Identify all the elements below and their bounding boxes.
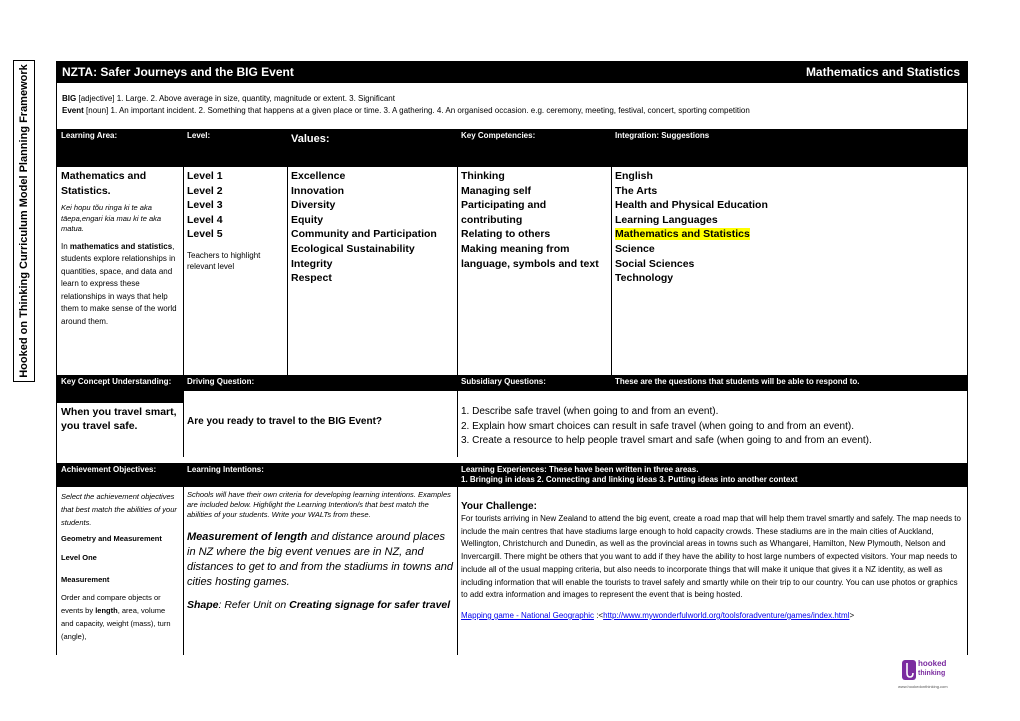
side-label-box <box>13 60 35 382</box>
header-learning-area: Learning Area: <box>61 131 118 140</box>
achievement-cell <box>57 488 183 645</box>
value-item: Equity <box>291 213 324 226</box>
hook-icon <box>902 660 916 680</box>
level-item[interactable]: Level 4 <box>187 213 223 226</box>
driving-question: Are you ready to travel to the BIG Event? <box>187 416 383 427</box>
intention-measurement <box>187 530 453 590</box>
value-item: Respect <box>291 272 332 285</box>
definition-big-text: [adjective] 1. Large. 2. Above average in size, quantity, magnitude or extent. 3. Significant <box>78 94 395 103</box>
key-concept-cell <box>57 403 183 435</box>
level-item[interactable]: Level 1 <box>187 170 223 182</box>
learning-area-title-1: Mathematics and <box>61 170 147 182</box>
logo-sub: thinking <box>918 670 946 677</box>
header-key-concept: Key Concept Understanding: <box>61 377 172 386</box>
level-item[interactable]: Level 5 <box>187 228 223 241</box>
intention-measurement-rest: and distance around places in NZ where the big event venues are in NZ, and distances to get to and from the stadiums in towns and cities hosting games. <box>187 531 453 588</box>
integration-item-highlighted: Mathematics and Statistics <box>615 228 750 241</box>
definition-event-term: Event <box>62 106 84 115</box>
header-driving-question: Driving Question: <box>187 377 255 386</box>
learning-area-cell <box>57 167 183 330</box>
achievement-objective <box>61 591 179 643</box>
value-item: Community and Participation <box>291 228 437 241</box>
values-cell <box>287 167 457 288</box>
achievement-strand: Geometry and Measurement <box>61 534 162 543</box>
integration-item: Social Sciences <box>615 257 695 270</box>
driving-question-cell <box>183 413 457 432</box>
definition-big <box>62 93 962 105</box>
integration-item: Learning Languages <box>615 213 718 226</box>
header-respond-note: These are the questions that students will be able to respond to. <box>615 377 860 386</box>
learning-area-title-2: Statistics. <box>61 184 111 197</box>
level-note: Teachers to highlight relevant level <box>187 250 261 271</box>
subsidiary-questions-cell <box>457 403 967 451</box>
competency-item: language, symbols and text <box>461 257 599 270</box>
achievement-measurement: Measurement <box>61 575 110 584</box>
intention-shape <box>187 598 453 612</box>
header-subsidiary-questions: Subsidiary Questions: <box>461 377 546 386</box>
integration-item: Technology <box>615 272 674 285</box>
mapping-end: > <box>849 610 855 620</box>
integration-item: English <box>615 170 653 182</box>
integration-item: Health and Physical Education <box>615 199 768 212</box>
title-bar <box>57 61 967 83</box>
planning-framework <box>56 61 968 655</box>
intention-shape-bold2: Creating signage for safer travel <box>289 599 451 611</box>
achievement-intro: Select the achievement objectives that best match the abilities of your students. <box>61 492 177 527</box>
header-learning-experiences <box>457 463 967 487</box>
level-cell <box>183 167 287 274</box>
mapping-sep: :< <box>593 610 604 620</box>
header-integration: Integration: Suggestions <box>615 131 710 140</box>
challenge-heading: Your Challenge: <box>461 501 537 512</box>
intention-shape-bold: Shape <box>187 599 219 611</box>
integration-item: The Arts <box>615 184 658 197</box>
page-title: NZTA: Safer Journeys and the BIG Event <box>62 65 294 79</box>
objective-b: , area, volume and capacity, weight (mass), turn (angle), <box>61 606 171 641</box>
intentions-cell <box>183 488 457 614</box>
competency-item: contributing <box>461 213 523 226</box>
definition-big-term: BIG <box>62 94 77 103</box>
logo-name: hooked <box>918 659 947 668</box>
value-item: Diversity <box>291 199 336 212</box>
desc-rest: , students explore relationships in quantities, space, and data and learn to express these relationships in ways that help them to make sense of the world around them. <box>61 241 177 326</box>
maori-proverb: Kei hopu tõu ringa ki te aka tāepa,engari kia mau ki te aka matua. <box>61 203 162 234</box>
key-competencies-cell <box>457 167 611 273</box>
competency-item: Relating to others <box>461 228 551 241</box>
side-label: Hooked on Thinking Curriculum Model Planning Framework <box>18 64 30 378</box>
objective-bold: length <box>95 606 118 615</box>
hooked-logo <box>898 657 958 695</box>
header-key-competencies: Key Competencies: <box>461 131 536 140</box>
intentions-intro: Schools will have their own criteria for developing learning intentions. Examples are included below. Highlight the Learning Intention/s that best match the abilities of your students. Write your WALTs from these. <box>187 490 451 519</box>
value-item: Excellence <box>291 170 346 182</box>
definitions <box>57 83 967 129</box>
competency-item: Thinking <box>461 170 505 182</box>
intention-measurement-bold: Measurement of length <box>187 531 308 543</box>
value-item: Integrity <box>291 257 333 270</box>
competency-item: Making meaning from <box>461 242 570 255</box>
definition-event <box>62 105 962 117</box>
value-item: Innovation <box>291 184 345 197</box>
subject-title: Mathematics and Statistics <box>805 65 960 79</box>
experiences-cell <box>457 488 967 624</box>
mapping-game <box>461 610 963 622</box>
mapping-url-link[interactable]: http://www.mywonderfulworld.org/toolsforadventure/games/index.html <box>603 610 850 620</box>
achievement-level: Level One <box>61 553 97 562</box>
key-concept: When you travel smart, you travel safe. <box>61 406 177 432</box>
desc-bold: mathematics and statistics <box>69 241 173 251</box>
header-achievement-objectives: Achievement Objectives: <box>61 465 157 474</box>
level-item[interactable]: Level 3 <box>187 199 223 212</box>
mapping-game-link[interactable]: Mapping game - National Geographic <box>461 610 594 620</box>
level-item[interactable]: Level 2 <box>187 184 223 197</box>
definition-event-text: [noun] 1. An important incident. 2. Something that happens at a given place or time. 3. A gathering. 4. An organised occasion. e.g. ceremony, meeting, festival, concert, sporting competition <box>86 106 750 115</box>
header-learning-intentions: Learning Intentions: <box>187 465 264 474</box>
integration-cell <box>611 167 967 288</box>
objective-a: Order and compare objects or events by <box>61 593 161 615</box>
value-item: Ecological Sustainability <box>291 242 415 255</box>
challenge-text: For tourists arriving in New Zealand to attend the big event, create a road map that will help them travel smartly and safely. The map needs to include the main centres that have stadiums large enough to hold capacity crowds. These stadiums are in the main cities of Auckland, Wellington, Christchurch and Dunedin, as well as the provincial areas in towns such as Whangarei, Hamilton, New Plymouth, Nelson and Invercargill. There might be others that you want to add if they have the ability to host large numbers of expected visitors. Your map needs to include all of the usual mapping criteria, but also needs to incorporate things that will make it unique that gives it a NZ identity, as well as including information that will enable the tourists to travel safely and smartly while on their trip to our country. You can use photos or graphics to add extra information and images to represent the event that is being hosted. <box>461 514 961 600</box>
learning-area-description <box>61 241 179 329</box>
desc-prefix: In <box>61 241 70 251</box>
intention-shape-mid: : Refer Unit on <box>218 599 290 611</box>
competency-item: Managing self <box>461 184 532 197</box>
subsidiary-question: 3. Create a resource to help people travel smart and safe (when going to and from an event). <box>461 435 872 446</box>
header-level: Level: <box>187 131 211 140</box>
experiences-areas: 1. Bringing in ideas 2. Connecting and linking ideas 3. Putting ideas into another context <box>461 475 798 484</box>
subsidiary-question: 2. Explain how smart choices can result in safe travel (when going to and from an event). <box>461 420 854 432</box>
integration-item: Science <box>615 242 655 255</box>
experiences-title: Learning Experiences: These have been written in three areas. <box>461 465 699 474</box>
subsidiary-question: 1. Describe safe travel (when going to and from an event). <box>461 406 719 417</box>
competency-item: Participating and <box>461 199 547 212</box>
logo-url: www.hookedonthinking.com <box>898 684 948 689</box>
header-values: Values: <box>291 133 330 145</box>
